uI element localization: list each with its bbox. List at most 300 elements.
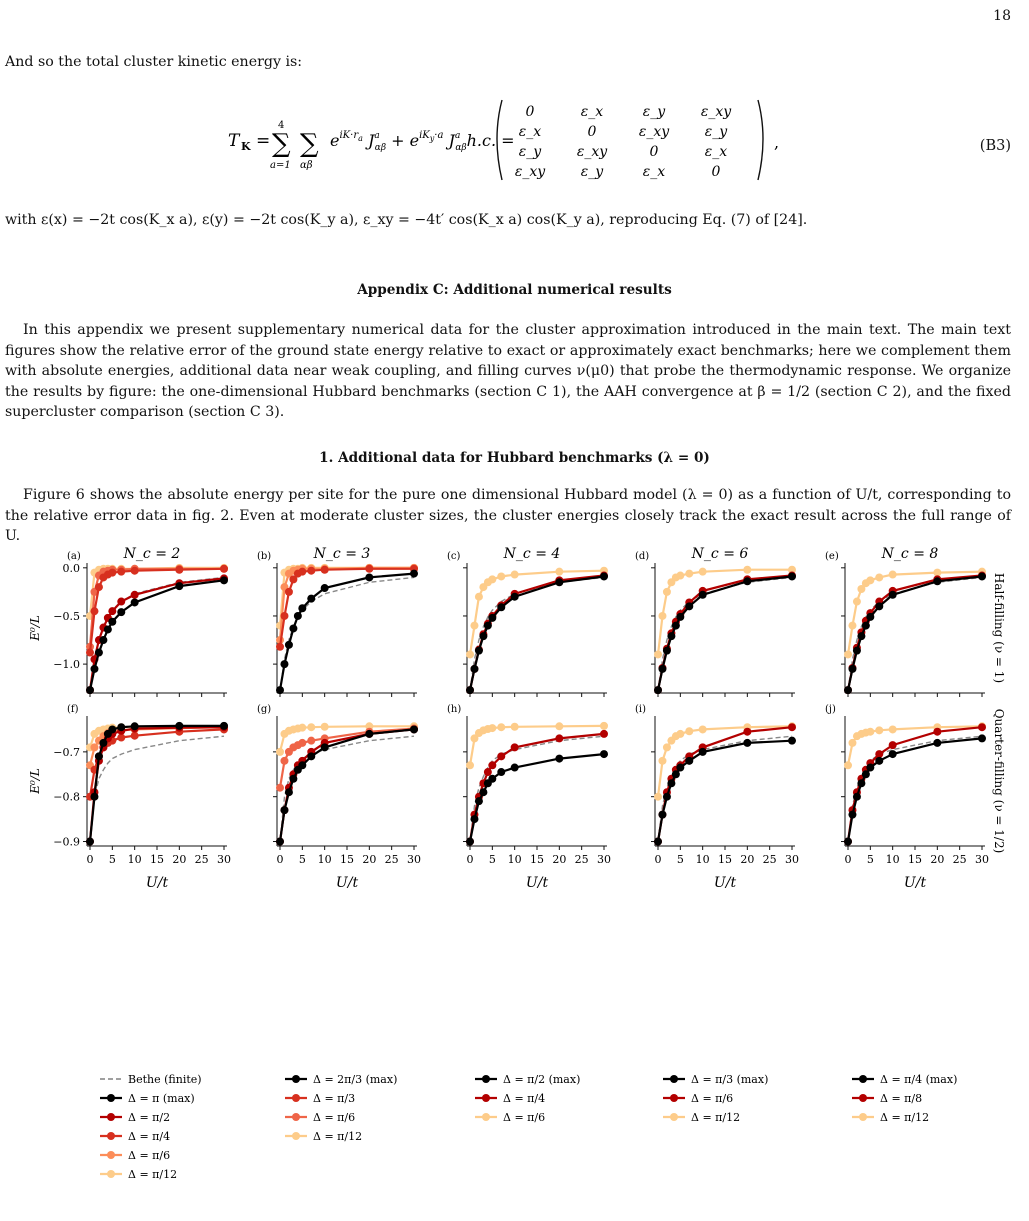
data-point (470, 665, 478, 673)
x-tick-label: 20 (362, 853, 377, 866)
x-tick-label: 30 (785, 853, 799, 866)
data-point (276, 838, 284, 846)
data-point (654, 686, 662, 694)
data-point (600, 750, 608, 758)
data-point (676, 764, 684, 772)
x-tick-label: 10 (507, 853, 522, 866)
data-point (497, 752, 505, 760)
data-point (285, 588, 293, 596)
data-point (488, 575, 496, 583)
sum-symbol: ∑ (272, 129, 291, 159)
legend (852, 1073, 957, 1124)
data-point (658, 811, 666, 819)
data-point (978, 723, 986, 731)
data-point (466, 838, 474, 846)
x-tick-label: 20 (930, 853, 945, 866)
matrix-cell: ε_x (518, 124, 542, 140)
matrix-cell: 0 (711, 164, 721, 180)
data-point (978, 734, 986, 742)
data-point (511, 743, 519, 751)
data-point (853, 598, 861, 606)
x-tick-label: 25 (762, 853, 777, 866)
legend-marker (859, 1113, 867, 1121)
data-point (848, 665, 856, 673)
panel-id: (i) (635, 704, 647, 715)
legend-label: Δ = π/6 (503, 1111, 546, 1124)
matrix-cell: ε_xy (576, 144, 608, 160)
data-point (844, 838, 852, 846)
x-tick-label: 25 (952, 853, 967, 866)
data-point (90, 607, 98, 615)
data-point (307, 752, 315, 760)
data-point (117, 723, 125, 731)
matrix-cell: ε_x (642, 164, 666, 180)
x-tick-label: 10 (695, 853, 710, 866)
data-point (658, 665, 666, 673)
x-tick-label: 20 (172, 853, 187, 866)
series-line (844, 568, 986, 659)
data-point (889, 725, 897, 733)
legend-label: Δ = π/3 (313, 1092, 356, 1105)
data-point (555, 578, 563, 586)
data-point (117, 598, 125, 606)
data-point (848, 622, 856, 630)
data-point (672, 770, 680, 778)
series-line (86, 574, 228, 694)
legend-label: Δ = π/3 (max) (691, 1073, 769, 1086)
matrix-right-paren (758, 100, 763, 180)
legend-marker (859, 1094, 867, 1102)
data-point (654, 838, 662, 846)
data-point (511, 593, 519, 601)
data-point (654, 793, 662, 801)
data-point (220, 565, 228, 573)
equation-comma: , (774, 133, 780, 152)
panel-title: N_c = 6 (691, 546, 749, 562)
x-axis-label: U/t (145, 875, 169, 891)
legend-marker (292, 1132, 300, 1140)
panel-id: (h) (447, 704, 462, 715)
legend-label: Δ = π/12 (691, 1111, 741, 1124)
data-point (90, 793, 98, 801)
data-point (555, 568, 563, 576)
matrix-cell: ε_xy (638, 124, 670, 140)
bethe-line (658, 736, 792, 841)
legend (475, 1073, 580, 1124)
legend-label: Δ = π (max) (128, 1092, 195, 1105)
legend-marker (482, 1113, 490, 1121)
data-point (844, 686, 852, 694)
series-path (470, 577, 604, 691)
series-path (658, 576, 792, 691)
data-point (788, 572, 796, 580)
data-point (484, 622, 492, 630)
series-path (848, 577, 982, 691)
data-point (699, 725, 707, 733)
data-point (866, 613, 874, 621)
after-equation: with ε(x) = −2t cos(K_x a), ε(y) = −2t cos(K_y a), ε_xy = −4t′ cos(K_x a) cos(K_y a), reproducing Eq. (7) of [24]. (5, 212, 808, 228)
series-path (848, 738, 982, 841)
series-line (276, 565, 418, 651)
data-point (663, 793, 671, 801)
x-tick-label: 5 (676, 853, 684, 866)
bethe-line (470, 577, 604, 690)
data-point (848, 811, 856, 819)
legend-label: Bethe (finite) (128, 1073, 202, 1086)
series-line (86, 723, 228, 845)
data-point (131, 567, 139, 575)
data-point (131, 591, 139, 599)
matrix-cell: ε_xy (514, 164, 546, 180)
data-point (933, 577, 941, 585)
legend-label: Δ = π/12 (313, 1130, 363, 1143)
legend-marker (107, 1132, 115, 1140)
data-point (699, 568, 707, 576)
data-point (479, 788, 487, 796)
series-path (658, 741, 792, 842)
data-point (511, 571, 519, 579)
y-tick-label: −0.8 (53, 790, 80, 804)
series-path (658, 727, 792, 841)
matrix-cell: ε_y (642, 104, 666, 120)
data-point (365, 565, 373, 573)
legend-marker (670, 1094, 678, 1102)
x-tick-label: 25 (384, 853, 399, 866)
data-point (321, 743, 329, 751)
x-tick-label: 0 (276, 853, 284, 866)
panel-title: N_c = 3 (313, 546, 371, 562)
data-point (131, 732, 139, 740)
data-point (848, 739, 856, 747)
data-point (511, 723, 519, 731)
data-point (321, 723, 329, 731)
data-point (475, 647, 483, 655)
matrix-cell: ε_xy (700, 104, 732, 120)
y-tick-label: −0.5 (53, 609, 80, 623)
data-point (289, 624, 297, 632)
panel-id: (f) (67, 704, 79, 715)
legend-label: Δ = π/8 (880, 1092, 923, 1105)
panel-id: (e) (825, 551, 839, 562)
data-point (667, 632, 675, 640)
series-line (466, 730, 608, 846)
data-point (220, 722, 228, 730)
data-point (844, 650, 852, 658)
y-tick-label: −1.0 (53, 658, 80, 672)
legend-marker (107, 1113, 115, 1121)
data-point (307, 723, 315, 731)
series-line (844, 723, 986, 845)
data-point (365, 573, 373, 581)
series-path (90, 580, 224, 690)
data-point (857, 779, 865, 787)
data-point (844, 761, 852, 769)
data-point (555, 722, 563, 730)
legend-marker (482, 1075, 490, 1083)
data-point (220, 576, 228, 584)
data-point (108, 607, 116, 615)
series-line (844, 734, 986, 845)
data-point (685, 757, 693, 765)
data-point (889, 750, 897, 758)
data-point (676, 730, 684, 738)
data-point (99, 636, 107, 644)
x-tick-label: 0 (654, 853, 662, 866)
data-point (276, 686, 284, 694)
data-point (470, 622, 478, 630)
data-point (175, 566, 183, 574)
data-point (497, 768, 505, 776)
series-line (844, 572, 986, 694)
data-point (466, 686, 474, 694)
data-point (663, 647, 671, 655)
data-point (862, 770, 870, 778)
panel-d (635, 546, 796, 697)
data-point (475, 593, 483, 601)
series-line (844, 572, 986, 695)
x-tick-label: 0 (466, 853, 474, 866)
data-point (488, 614, 496, 622)
series-path (848, 727, 982, 841)
data-point (497, 572, 505, 580)
data-point (95, 583, 103, 591)
data-point (466, 650, 474, 658)
equation-b3 (0, 88, 1029, 188)
data-point (86, 838, 94, 846)
series-line (654, 722, 796, 800)
data-point (889, 571, 897, 579)
x-tick-label: 20 (552, 853, 567, 866)
x-tick-label: 20 (740, 853, 755, 866)
y-axis-label: E⁰/L (28, 615, 42, 641)
matrix-cell: ε_x (704, 144, 728, 160)
x-tick-label: 15 (150, 853, 164, 866)
data-point (497, 723, 505, 731)
data-point (875, 726, 883, 734)
data-point (131, 598, 139, 606)
data-point (663, 743, 671, 751)
data-point (889, 591, 897, 599)
matrix-cell: 0 (525, 104, 535, 120)
x-tick-label: 10 (127, 853, 142, 866)
data-point (280, 806, 288, 814)
data-point (654, 650, 662, 658)
panel-id: (d) (635, 551, 650, 562)
legend-marker (107, 1170, 115, 1178)
legend-label: Δ = π/2 (128, 1111, 171, 1124)
data-point (862, 622, 870, 630)
panel-c (447, 546, 608, 697)
data-point (321, 566, 329, 574)
data-point (475, 797, 483, 805)
appendix-title: Appendix C: Additional numerical results (357, 282, 672, 298)
data-point (866, 576, 874, 584)
data-point (866, 728, 874, 736)
intro-line: And so the total cluster kinetic energy is: (5, 54, 303, 70)
data-point (90, 665, 98, 673)
data-point (866, 764, 874, 772)
x-tick-label: 5 (488, 853, 496, 866)
data-point (365, 730, 373, 738)
bethe-line (848, 736, 982, 841)
data-point (307, 737, 315, 745)
legend-label: Δ = π/6 (313, 1111, 356, 1124)
data-point (104, 625, 112, 633)
series-path (470, 734, 604, 842)
matrix-cell: ε_y (518, 144, 542, 160)
data-point (488, 761, 496, 769)
data-point (276, 748, 284, 756)
series-path (280, 568, 414, 640)
data-point (497, 603, 505, 611)
data-point (555, 734, 563, 742)
data-point (95, 649, 103, 657)
data-point (488, 775, 496, 783)
section-paragraph: Figure 6 shows the absolute energy per site for the pure one dimensional Hubbard model (λ = 0) as a function of U/t, corresponding to the relative error data in fig. 2. Even at moderate cluster sizes, the cluster energies closely track the exact result across the full range of U. (5, 487, 1011, 544)
series-line (86, 576, 228, 694)
section-title: 1. Additional data for Hubbard benchmarks (λ = 0) (319, 450, 710, 466)
series-line (276, 570, 418, 695)
panel-i (635, 704, 799, 891)
data-point (685, 570, 693, 578)
panel-id: (g) (257, 704, 272, 715)
x-tick-label: 5 (108, 853, 116, 866)
matrix (515, 104, 732, 180)
legend-marker (482, 1094, 490, 1102)
y-axis-label: E⁰/L (28, 768, 42, 794)
data-point (99, 739, 107, 747)
y-tick-label: −0.7 (53, 745, 80, 759)
data-point (875, 757, 883, 765)
legend-label: Δ = 2π/3 (max) (313, 1073, 398, 1086)
data-point (978, 572, 986, 580)
data-point (131, 722, 139, 730)
legend-marker (292, 1113, 300, 1121)
x-tick-label: 30 (217, 853, 231, 866)
legend-marker (107, 1151, 115, 1159)
data-point (117, 608, 125, 616)
data-point (294, 612, 302, 620)
legend-marker (292, 1094, 300, 1102)
bethe-line (90, 736, 224, 841)
matrix-cell: 0 (587, 124, 597, 140)
data-point (853, 793, 861, 801)
legend-label: Δ = π/12 (880, 1111, 930, 1124)
data-point (875, 602, 883, 610)
x-tick-label: 10 (885, 853, 900, 866)
data-point (175, 722, 183, 730)
data-point (875, 573, 883, 581)
x-tick-label: 30 (975, 853, 989, 866)
data-point (276, 643, 284, 651)
data-point (276, 784, 284, 792)
data-point (285, 641, 293, 649)
data-point (676, 613, 684, 621)
legend-label: Δ = π/4 (128, 1130, 171, 1143)
data-point (470, 815, 478, 823)
legend-label: Δ = π/4 (503, 1092, 546, 1105)
data-point (889, 741, 897, 749)
series-line (276, 725, 418, 792)
series-path (280, 574, 414, 691)
x-axis-label: U/t (713, 875, 737, 891)
data-point (298, 568, 306, 576)
row-label: Half-filling (ν = 1) (992, 572, 1006, 684)
bethe-line (470, 736, 604, 841)
bethe-line (280, 736, 414, 841)
y-tick-label: 0.0 (62, 561, 80, 575)
legend-marker (859, 1075, 867, 1083)
x-tick-label: 0 (844, 853, 852, 866)
series-path (470, 576, 604, 691)
data-point (285, 788, 293, 796)
panel-title: N_c = 2 (123, 546, 181, 562)
panel-j (825, 704, 1006, 891)
panel-a (28, 546, 228, 697)
matrix-cell: ε_y (580, 164, 604, 180)
legend-label: Δ = π/12 (128, 1168, 178, 1181)
series-line (466, 750, 608, 845)
panel-id: (b) (257, 551, 272, 562)
x-tick-label: 5 (298, 853, 306, 866)
data-point (410, 725, 418, 733)
data-point (108, 569, 116, 577)
data-point (86, 649, 94, 657)
data-point (298, 604, 306, 612)
y-tick-label: −0.9 (53, 835, 80, 849)
legend (285, 1073, 397, 1143)
data-point (307, 567, 315, 575)
data-point (307, 595, 315, 603)
row-label: Quarter-filling (ν = 1/2) (992, 708, 1006, 854)
panel-id: (c) (447, 551, 461, 562)
x-tick-label: 15 (530, 853, 544, 866)
data-point (699, 591, 707, 599)
legend (663, 1073, 768, 1124)
x-tick-label: 0 (86, 853, 94, 866)
data-point (90, 743, 98, 751)
equation-terms: $e^{iK\cdot r}a$ $J^a$ $\alpha\beta + e^{iK}y\cdot a$ $J^a$ αβh.c. = (330, 130, 515, 153)
data-point (108, 725, 116, 733)
data-point (676, 572, 684, 580)
panel-b (257, 546, 418, 697)
series-path (658, 577, 792, 691)
data-point (511, 764, 519, 772)
sum-lower-2: αβ (300, 160, 313, 171)
equation-sub: K (241, 140, 251, 153)
series-line (466, 572, 608, 694)
data-point (488, 724, 496, 732)
legend-marker (292, 1075, 300, 1083)
appendix-paragraph: In this appendix we present supplementary numerical data for the cluster approximation introduced in the main text. The main text figures show the relative error of the ground state energy relative to exact or approximately exact benchmarks; here we complement them with absolute energies, additional data near weak coupling, and filling curves ν(μ0) that probe the thermodynamic response. We organize the results by figure: the one-dimensional Hubbard benchmarks (section C 1), the AAH convergence at β = 1/2 (section C 2), and the fixed supercluster comparison (section C 3). (5, 322, 1011, 420)
x-tick-label: 15 (340, 853, 354, 866)
bethe-line (848, 577, 982, 690)
data-point (743, 566, 751, 574)
panel-id: (j) (825, 704, 836, 715)
panel-e (825, 546, 1006, 697)
data-point (95, 752, 103, 760)
data-point (600, 722, 608, 730)
data-point (600, 730, 608, 738)
data-point (933, 728, 941, 736)
data-point (788, 723, 796, 731)
data-point (743, 739, 751, 747)
data-point (86, 686, 94, 694)
series-line (466, 567, 608, 659)
data-point (479, 632, 487, 640)
data-point (175, 582, 183, 590)
legend-marker (670, 1113, 678, 1121)
